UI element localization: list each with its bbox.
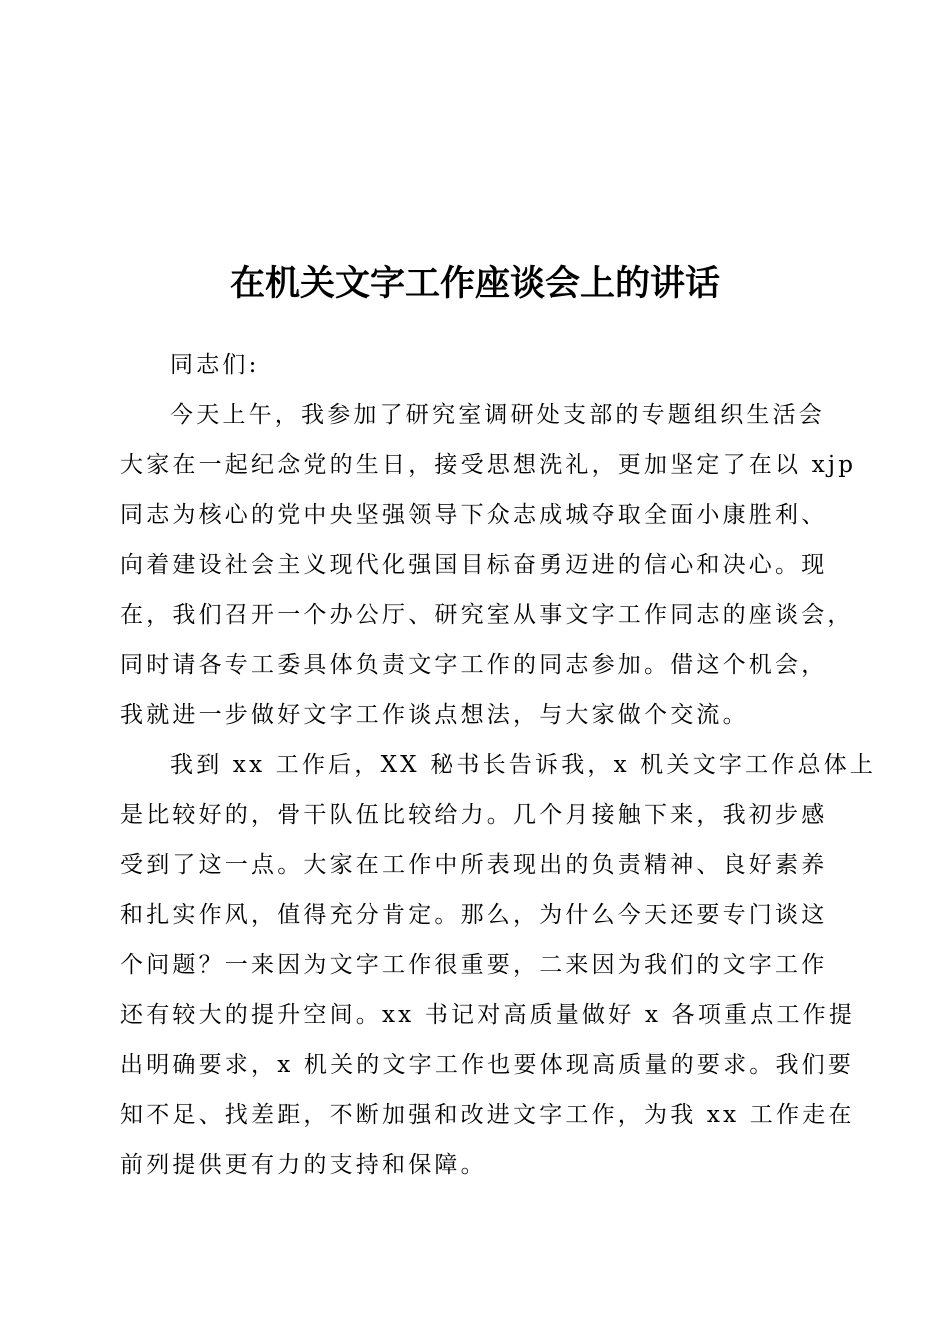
paragraph-line: 今天上午，我参加了研究室调研处支部的专题组织生活会 [170,402,825,428]
paragraph-2 [120,740,877,1240]
paragraph-line: 个问题？一来因为文字工作很重要，二来因为我们的文字工作 [120,952,828,978]
paragraph-line: 在，我们召开一个办公厅、研究室从事文字工作同志的座谈会， [120,602,854,628]
paragraph-line: 是比较好的，骨干队伍比较给力。几个月接触下来，我初步感 [120,802,828,828]
paragraph-line: 同时请各专工委具体负责文字工作的同志参加。借这个机会， [120,652,828,678]
paragraph-line: 前列提供更有力的支持和保障。 [120,1152,487,1178]
paragraph-line: 大家在一起纪念党的生日，接受思想洗礼，更加坚定了在以 xjp [120,452,857,478]
document-body [120,340,877,1240]
paragraph-line: 向着建设社会主义现代化强国目标奋勇迈进的信心和决心。现 [120,552,828,578]
paragraph-line: 还有较大的提升空间。xx 书记对高质量做好 x 各项重点工作提 [120,1002,856,1028]
paragraph-line: 知不足、找差距，不断加强和改进文字工作，为我 xx 工作走在 [120,1102,855,1128]
paragraph-line: 我到 xx 工作后，XX 秘书长告诉我，x 机关文字工作总体上 [170,752,877,778]
document-title: 在机关文字工作座谈会上的讲话 [229,264,720,304]
paragraph-1 [120,390,857,740]
paragraph-line: 出明确要求，x 机关的文字工作也要体现高质量的要求。我们要 [120,1052,855,1078]
paragraph-line: 同志为核心的党中央坚强领导下众志成城夺取全面小康胜利、 [120,502,828,528]
salutation: 同志们: [170,352,260,378]
paragraph-line: 和扎实作风，值得充分肯定。那么，为什么今天还要专门谈这 [120,902,828,928]
paragraph-line [120,1190,848,1240]
paragraph-line: 受到了这一点。大家在工作中所表现出的负责精神、良好素养 [120,852,828,878]
paragraph-line: 我就进一步做好文字工作谈点想法，与大家做个交流。 [120,702,749,728]
